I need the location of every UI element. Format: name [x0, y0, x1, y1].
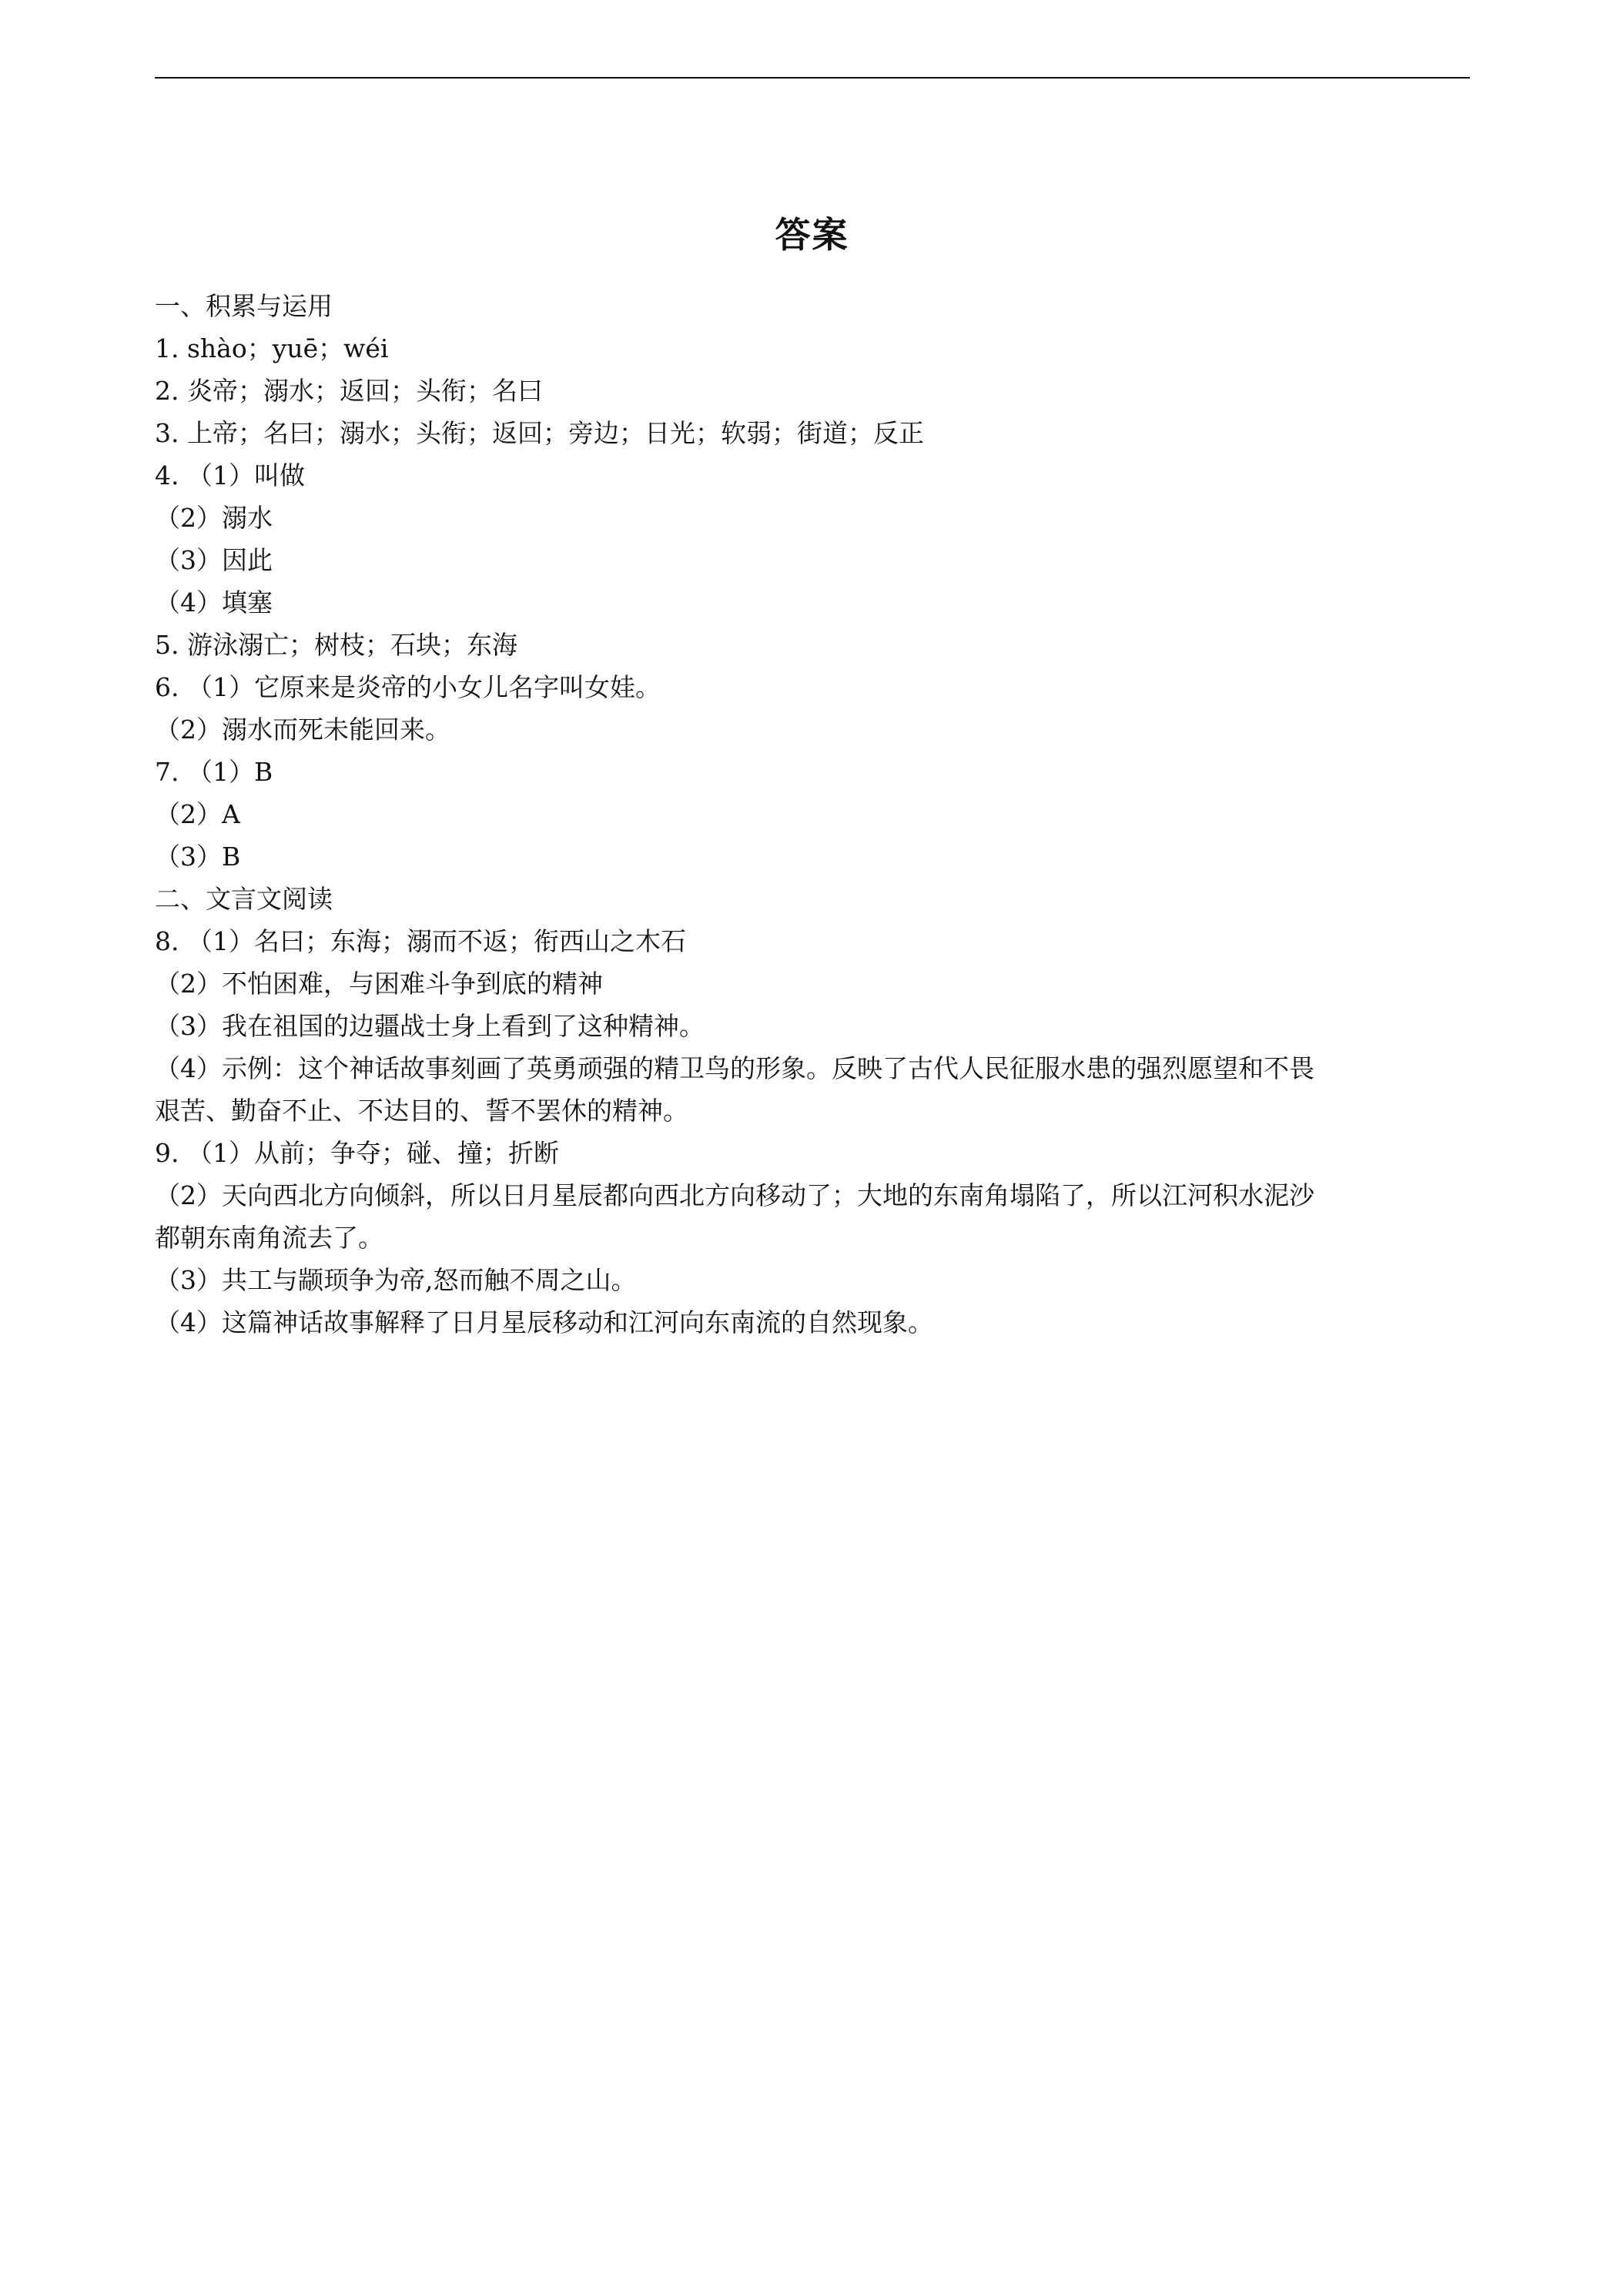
answer-body: [155, 285, 1470, 1344]
answer-line-8-2: （2）不怕困难，与困难斗争到底的精神: [155, 969, 603, 999]
answer-line-2: 2. 炎帝；溺水；返回；头衔；名曰: [155, 376, 543, 406]
answer-line-4-2: （2）溺水: [155, 503, 273, 533]
header-rule: [155, 77, 1470, 79]
answer-line-9-1: 9. （1）从前；争夺；碰、撞；折断: [155, 1138, 559, 1168]
section-heading-1: 一、积累与运用: [155, 291, 333, 321]
answer-line-8-1: 8. （1）名曰；东海；溺而不返；衔西山之木石: [155, 926, 686, 956]
answer-line-7-2: （2）A: [155, 799, 240, 829]
answer-line-7-3: （3）B: [155, 842, 241, 872]
page-title: 答案: [775, 214, 849, 256]
answer-line-9-2: （2）天向西北方向倾斜，所以日月星辰都向西北方向移动了；大地的东南角塌陷了，所以江河积水泥沙: [155, 1180, 1314, 1210]
answer-line-4-4: （4）填塞: [155, 587, 273, 618]
answer-line-8-3: （3）我在祖国的边疆战士身上看到了这种精神。: [155, 1011, 705, 1041]
section-heading-2: 二、文言文阅读: [155, 884, 333, 914]
answer-line-6-1: 6. （1）它原来是炎帝的小女儿名字叫女娃。: [155, 672, 661, 702]
answer-line-4-1: 4. （1）叫做: [155, 460, 305, 490]
answer-line-9-3: （3）共工与颛顼争为帝,怒而触不周之山。: [155, 1265, 637, 1295]
answer-line-9-2-cont: 都朝东南角流去了。: [155, 1223, 383, 1253]
answer-line-3: 3. 上帝；名曰；溺水；头衔；返回；旁边；日光；软弱；街道；反正: [155, 418, 924, 448]
answer-line-7-1: 7. （1）B: [155, 757, 273, 787]
answer-line-8-4-cont: 艰苦、勤奋不止、不达目的、誓不罢休的精神。: [155, 1096, 688, 1126]
answer-line-6-2: （2）溺水而死未能回来。: [155, 715, 450, 745]
answer-line-8-4: （4）示例：这个神话故事刻画了英勇顽强的精卫鸟的形象。反映了古代人民征服水患的强烈愿望和不畏: [155, 1053, 1314, 1083]
answer-line-4-3: （3）因此: [155, 545, 273, 575]
answer-line-5: 5. 游泳溺亡；树枝；石块；东海: [155, 630, 517, 660]
answer-line-1: 1. shào；yuē；wéi: [155, 333, 389, 363]
answer-line-9-4: （4）这篇神话故事解释了日月星辰移动和江河向东南流的自然现象。: [155, 1307, 933, 1337]
